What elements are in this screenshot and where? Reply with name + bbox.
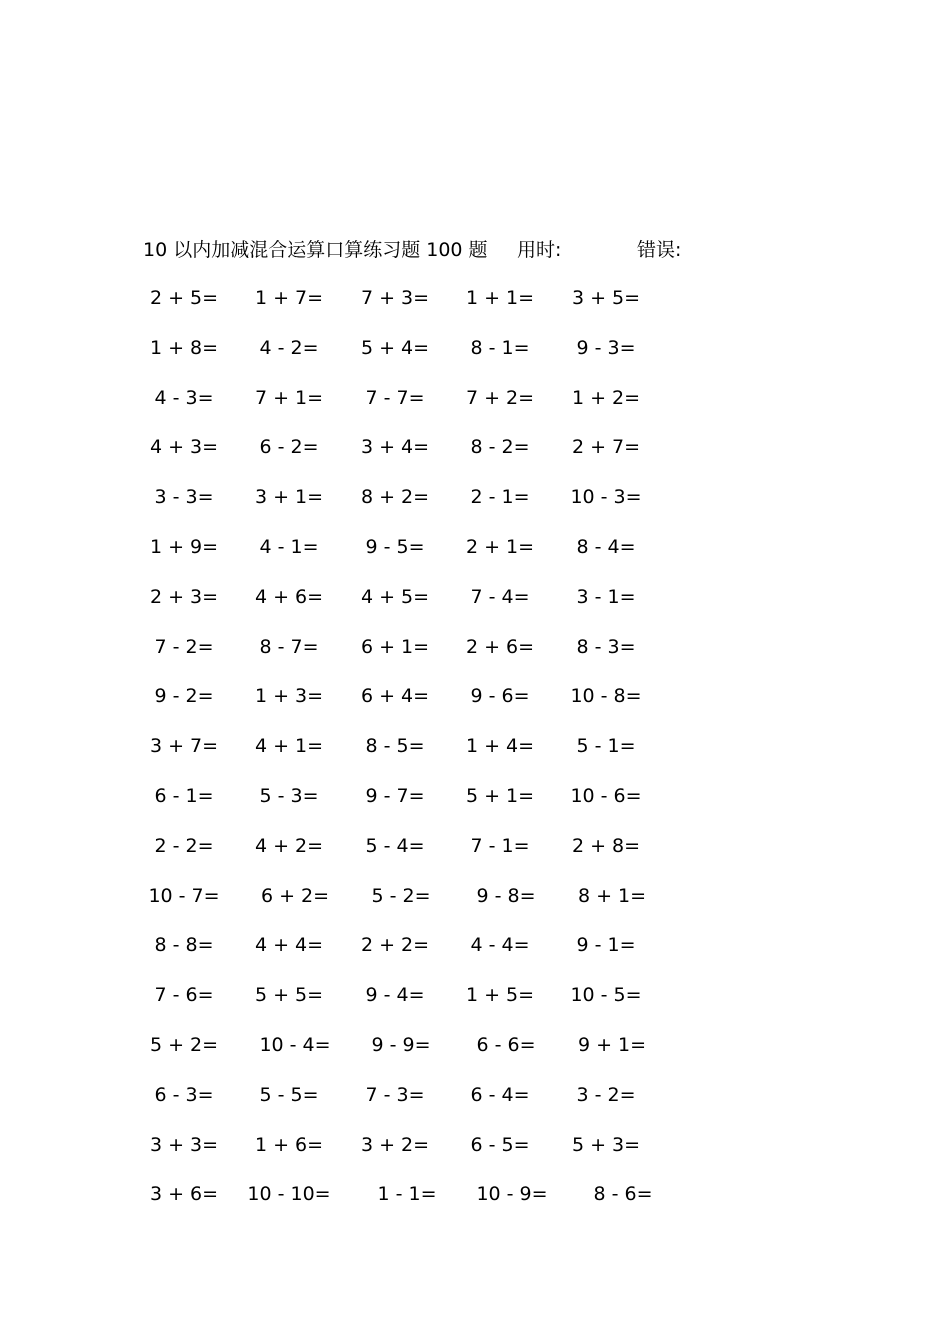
problem-item: 5 + 1= — [465, 785, 535, 807]
problem-item: 8 - 8= — [154, 934, 214, 956]
problem-item: 8 - 1= — [470, 337, 530, 359]
problem-item: 3 - 1= — [576, 586, 636, 608]
problem-item: 6 + 4= — [360, 685, 430, 707]
problem-item: 10 - 6= — [570, 785, 642, 807]
problem-item: 6 - 3= — [154, 1084, 214, 1106]
problem-item: 2 + 3= — [149, 586, 219, 608]
problem-item: 1 + 9= — [149, 536, 219, 558]
errors-label: 错误: — [637, 239, 682, 261]
problem-item: 4 + 2= — [254, 835, 324, 857]
problem-item: 4 + 5= — [360, 586, 430, 608]
worksheet-title: 10 以内加减混合运算口算练习题 100 题 — [143, 239, 488, 261]
problem-item: 9 - 5= — [365, 536, 425, 558]
problem-item: 4 - 4= — [470, 934, 530, 956]
problem-item: 3 - 3= — [154, 486, 214, 508]
problem-item: 9 + 1= — [577, 1034, 647, 1056]
problem-item: 2 - 2= — [154, 835, 214, 857]
problem-item: 8 - 5= — [365, 735, 425, 757]
problem-item: 2 + 7= — [571, 436, 641, 458]
problem-item: 7 - 1= — [470, 835, 530, 857]
problem-item: 7 - 7= — [365, 387, 425, 409]
problem-item: 4 - 1= — [259, 536, 319, 558]
problem-item: 3 + 1= — [254, 486, 324, 508]
problem-item: 7 - 6= — [154, 984, 214, 1006]
problem-item: 9 - 9= — [371, 1034, 431, 1056]
time-used-label: 用时: — [517, 239, 562, 261]
problem-item: 3 + 6= — [149, 1183, 219, 1205]
problem-item: 6 + 1= — [360, 636, 430, 658]
problem-item: 10 - 5= — [570, 984, 642, 1006]
problem-item: 2 - 1= — [470, 486, 530, 508]
problem-item: 9 - 3= — [576, 337, 636, 359]
problem-item: 1 + 6= — [254, 1134, 324, 1156]
problem-item: 5 - 1= — [576, 735, 636, 757]
problem-item: 8 + 2= — [360, 486, 430, 508]
problem-item: 5 - 5= — [259, 1084, 319, 1106]
problem-item: 4 - 3= — [154, 387, 214, 409]
problem-item: 5 + 5= — [254, 984, 324, 1006]
problem-item: 3 + 3= — [149, 1134, 219, 1156]
problem-item: 8 - 2= — [470, 436, 530, 458]
problem-item: 10 - 4= — [259, 1034, 331, 1056]
problem-item: 3 + 2= — [360, 1134, 430, 1156]
problem-item: 6 - 5= — [470, 1134, 530, 1156]
problem-item: 1 + 8= — [149, 337, 219, 359]
problem-item: 6 - 4= — [470, 1084, 530, 1106]
problem-item: 5 + 3= — [571, 1134, 641, 1156]
problem-item: 6 - 6= — [476, 1034, 536, 1056]
problem-item: 1 + 5= — [465, 984, 535, 1006]
problem-item: 5 - 3= — [259, 785, 319, 807]
problem-item: 6 + 2= — [260, 885, 330, 907]
problem-item: 1 + 3= — [254, 685, 324, 707]
problem-item: 4 + 3= — [149, 436, 219, 458]
problem-item: 3 + 5= — [571, 287, 641, 309]
problem-item: 9 - 4= — [365, 984, 425, 1006]
problem-item: 2 + 6= — [465, 636, 535, 658]
problem-item: 8 - 6= — [593, 1183, 653, 1205]
problem-item: 7 - 3= — [365, 1084, 425, 1106]
problem-item: 1 + 7= — [254, 287, 324, 309]
problem-item: 4 + 4= — [254, 934, 324, 956]
problem-item: 1 + 2= — [571, 387, 641, 409]
problem-item: 9 - 7= — [365, 785, 425, 807]
problem-item: 7 + 1= — [254, 387, 324, 409]
problem-item: 3 + 4= — [360, 436, 430, 458]
problem-item: 1 + 4= — [465, 735, 535, 757]
problem-item: 4 + 6= — [254, 586, 324, 608]
problem-item: 5 - 4= — [365, 835, 425, 857]
problem-item: 8 - 4= — [576, 536, 636, 558]
problem-item: 7 - 4= — [470, 586, 530, 608]
problem-item: 4 + 1= — [254, 735, 324, 757]
problem-item: 6 - 1= — [154, 785, 214, 807]
problem-item: 2 + 1= — [465, 536, 535, 558]
problem-item: 2 + 8= — [571, 835, 641, 857]
problem-item: 10 - 8= — [570, 685, 642, 707]
problem-item: 1 + 1= — [465, 287, 535, 309]
problem-item: 9 - 2= — [154, 685, 214, 707]
problem-item: 7 - 2= — [154, 636, 214, 658]
problem-item: 8 - 3= — [576, 636, 636, 658]
problem-item: 7 + 2= — [465, 387, 535, 409]
problem-item: 6 - 2= — [259, 436, 319, 458]
problem-item: 5 - 2= — [371, 885, 431, 907]
problem-item: 5 + 2= — [149, 1034, 219, 1056]
problem-item: 8 - 7= — [259, 636, 319, 658]
problem-item: 9 - 1= — [576, 934, 636, 956]
problem-item: 2 + 2= — [360, 934, 430, 956]
problem-item: 9 - 6= — [470, 685, 530, 707]
problem-item: 7 + 3= — [360, 287, 430, 309]
problem-item: 10 - 7= — [148, 885, 220, 907]
problem-item: 10 - 10= — [247, 1183, 331, 1205]
problem-item: 4 - 2= — [259, 337, 319, 359]
problem-item: 1 - 1= — [377, 1183, 437, 1205]
problem-item: 8 + 1= — [577, 885, 647, 907]
problem-item: 10 - 9= — [476, 1183, 548, 1205]
problem-item: 9 - 8= — [476, 885, 536, 907]
problem-item: 3 - 2= — [576, 1084, 636, 1106]
problem-item: 3 + 7= — [149, 735, 219, 757]
problem-item: 2 + 5= — [149, 287, 219, 309]
problem-item: 10 - 3= — [570, 486, 642, 508]
problem-item: 5 + 4= — [360, 337, 430, 359]
